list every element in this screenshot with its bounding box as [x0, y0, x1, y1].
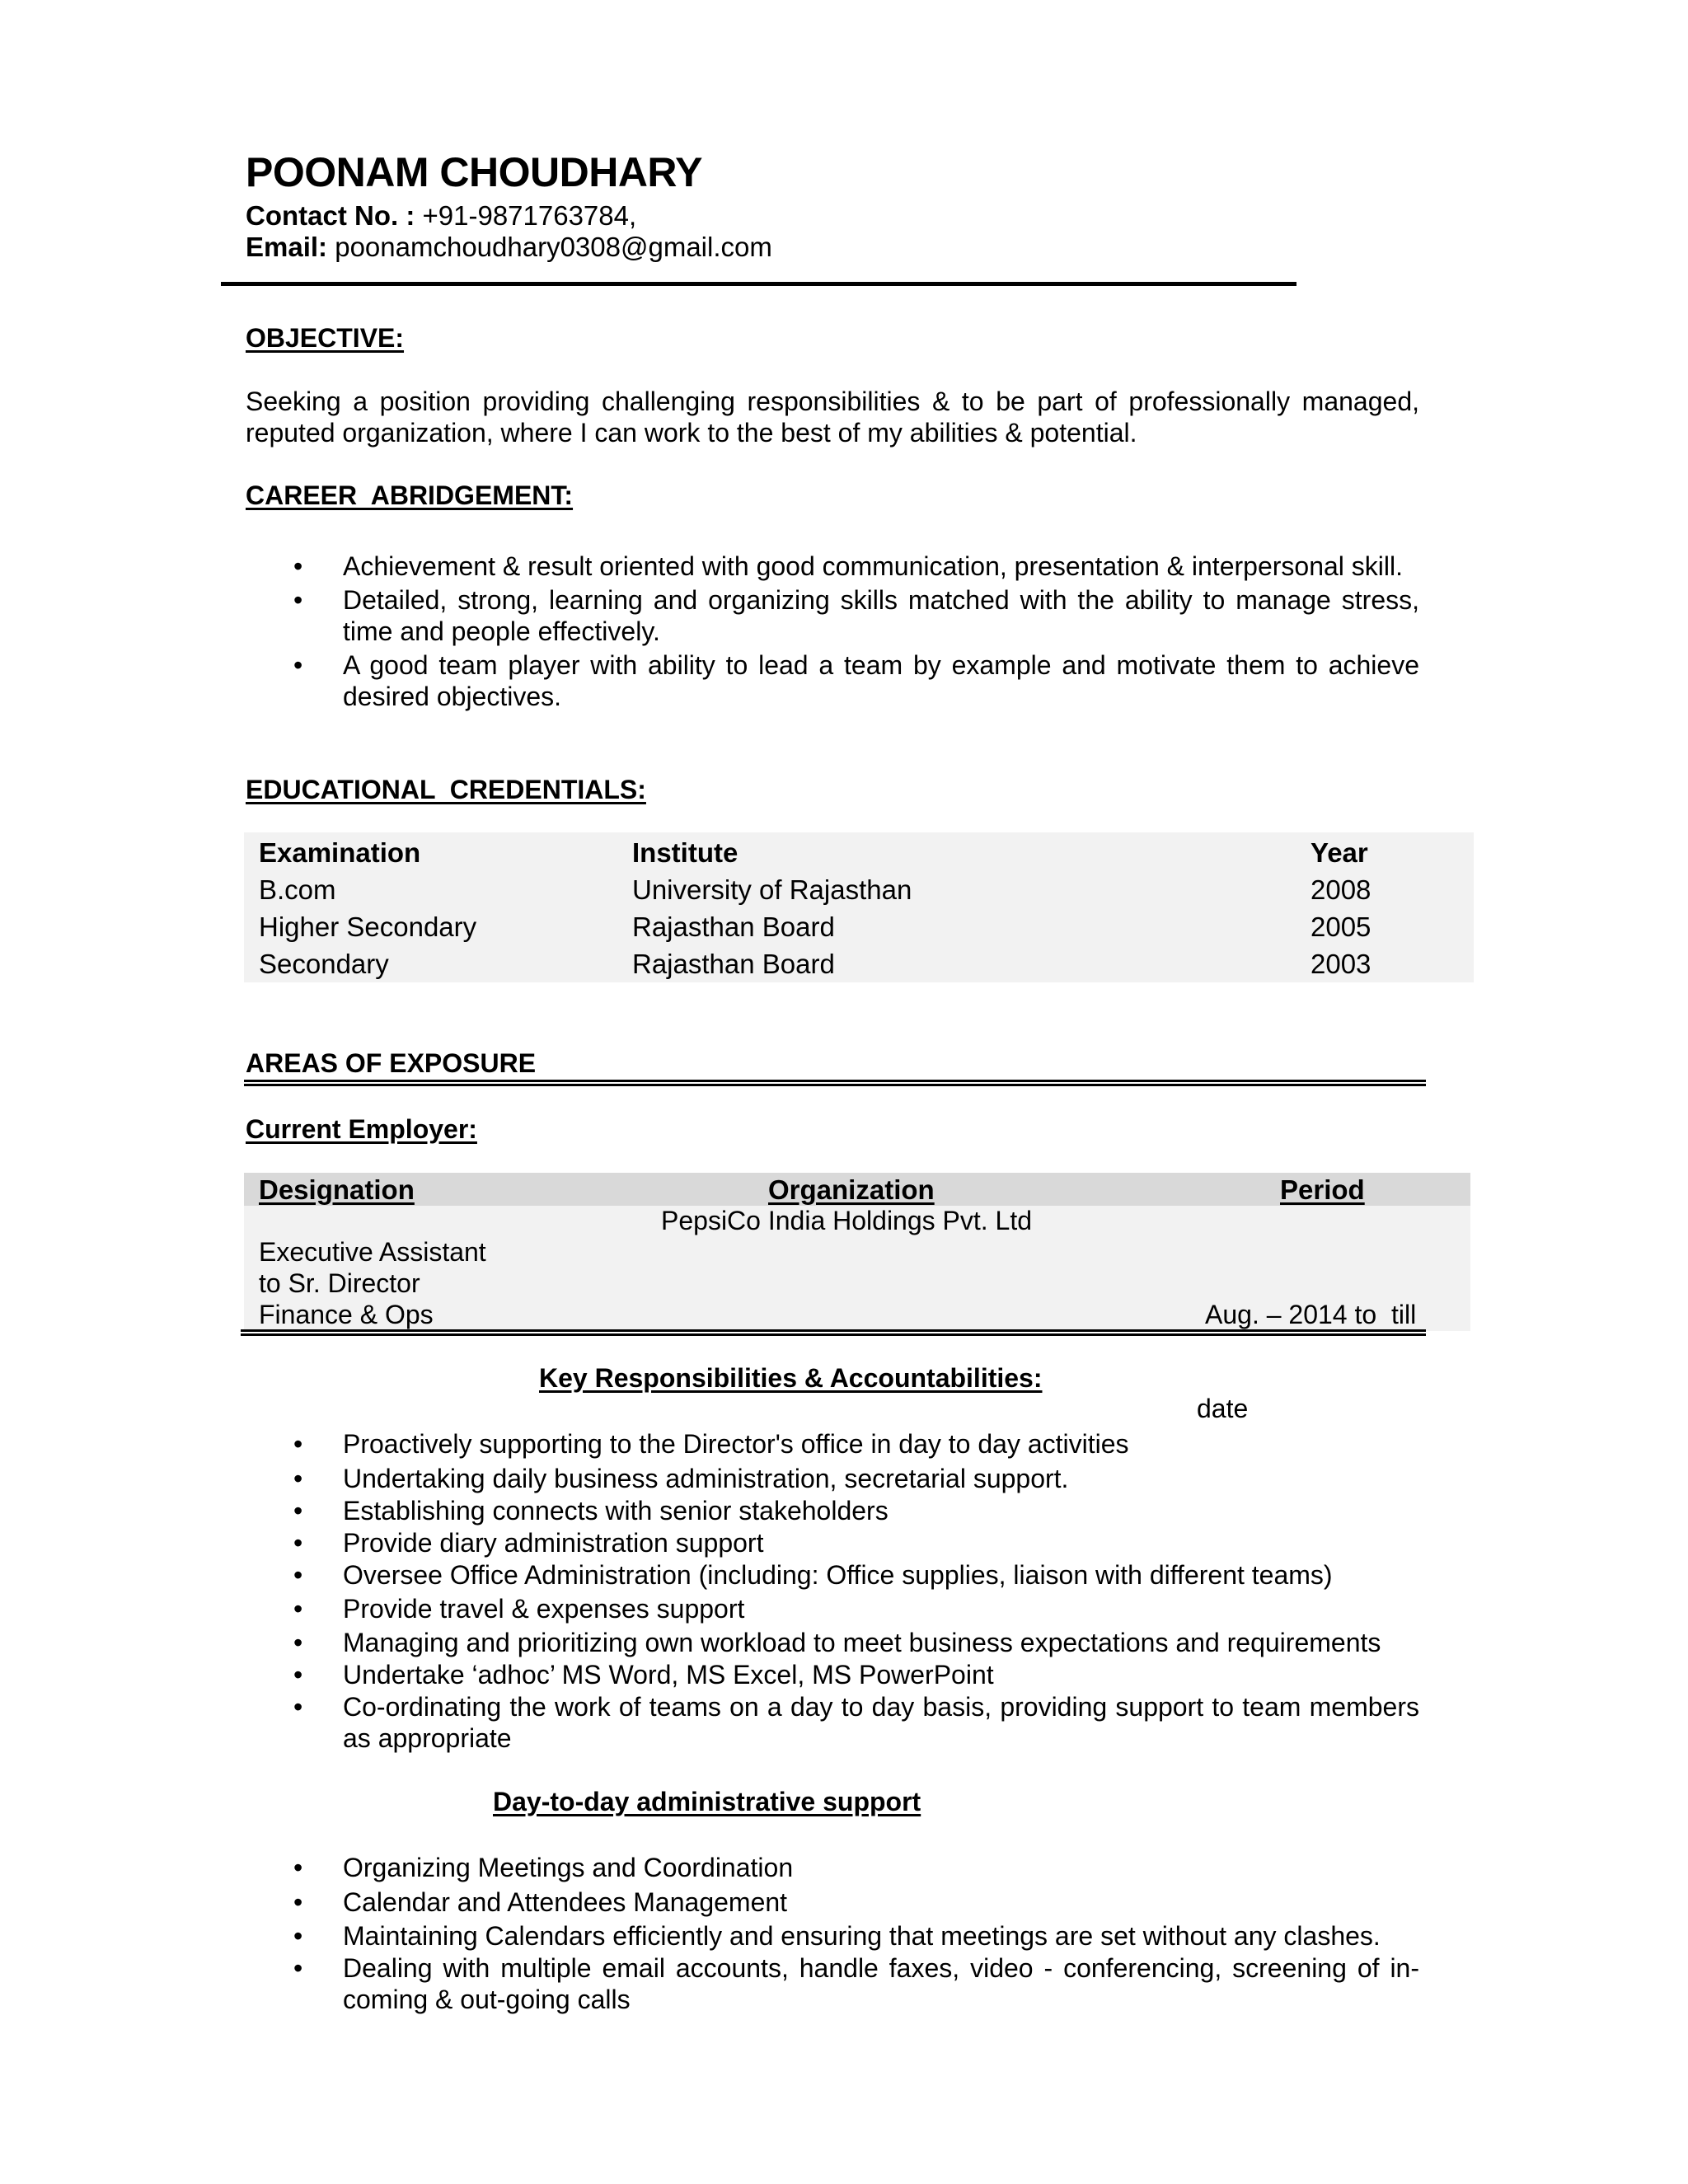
list-item: • Proactively supporting to the Director's office in day to day activities	[293, 1429, 1129, 1459]
admin-support-list	[246, 1852, 1419, 2015]
career-heading: CAREER ABRIDGEMENT:	[246, 480, 574, 510]
education-heading: EDUCATIONAL CREDENTIALS:	[246, 775, 646, 804]
contact-line	[246, 200, 772, 232]
list-item: • Oversee Office Administration (including: Office supplies, liaison with different teams)	[293, 1560, 1333, 1590]
list-item: • Provide travel & expenses support	[293, 1594, 745, 1624]
email-address[interactable]: poonamchoudhary0308@gmail.com	[327, 232, 772, 262]
list-item: • Maintaining Calendars efficiently and ensuring that meetings are set without any clashes.	[293, 1921, 1381, 1951]
current-employer-heading: Current Employer:	[246, 1114, 477, 1144]
period: Aug. – 2014 to till date	[1197, 1300, 1417, 1423]
email-label: Email:	[246, 232, 328, 262]
list-item: • Establishing connects with senior stakeholders	[293, 1496, 889, 1526]
col-institute: Institute	[632, 837, 738, 868]
admin-support-heading: Day-to-day administrative support	[493, 1787, 921, 1816]
bullet-icon: •	[293, 1921, 303, 1951]
career-list	[246, 551, 1419, 712]
list-item: • Provide diary administration support	[293, 1528, 764, 1558]
list-item: • Achievement & result oriented with good communication, presentation & interpersonal skill.	[293, 551, 1403, 581]
list-item: • Detailed, strong, learning and organizing skills matched with the ability to manage stress, time and people effectively.	[293, 585, 1419, 646]
bullet-icon: •	[293, 1528, 303, 1558]
contact-block	[246, 200, 772, 263]
bullet-icon: •	[293, 1560, 303, 1590]
responsibilities-heading: Key Responsibilities & Accountabilities:	[539, 1363, 1043, 1393]
exposure-heading: AREAS OF EXPOSURE	[246, 1048, 537, 1078]
designation: Executive Assistant to Sr. Director Finance & Ops	[259, 1237, 486, 1329]
bullet-icon: •	[293, 585, 303, 615]
bullet-icon: •	[293, 1853, 303, 1882]
list-item: • Dealing with multiple email accounts, handle faxes, video - conferencing, screening of in-coming & out-going calls	[293, 1953, 1419, 2014]
bullet-icon: •	[293, 1660, 303, 1690]
bullet-icon: •	[293, 1692, 303, 1722]
col-organization: Organization	[768, 1174, 935, 1205]
col-designation: Designation	[259, 1174, 415, 1205]
bullet-icon: •	[293, 1953, 303, 1983]
list-item: • Undertake ‘adhoc’ MS Word, MS Excel, MS PowerPoint	[293, 1660, 994, 1690]
employer-table-bottom-rule	[241, 1329, 1426, 1336]
bullet-icon: •	[293, 1496, 303, 1526]
bullet-icon: •	[293, 1628, 303, 1657]
candidate-name: POONAM CHOUDHARY	[246, 149, 703, 195]
list-item: • Managing and prioritizing own workload to meet business expectations and requirements	[293, 1628, 1381, 1657]
organization-name: PepsiCo India Holdings Pvt. Ltd	[661, 1206, 1033, 1235]
list-item: • Co-ordinating the work of teams on a day to day basis, providing support to team members as appropriate	[293, 1692, 1419, 1753]
responsibilities-list	[246, 1428, 1419, 1754]
contact-number: +91-9871763784,	[415, 200, 637, 231]
list-item: • A good team player with ability to lead a team by example and motivate them to achieve desired objectives.	[293, 650, 1419, 711]
contact-label: Contact No. :	[246, 200, 415, 231]
header-divider	[221, 282, 1296, 286]
col-examination: Examination	[259, 837, 421, 868]
email-line	[246, 232, 772, 263]
education-header-row	[0, 834, 1688, 871]
bullet-icon: •	[293, 650, 303, 680]
list-item: • Undertaking daily business administration, secretarial support.	[293, 1464, 1069, 1493]
bullet-icon: •	[293, 1887, 303, 1917]
col-year: Year	[1311, 837, 1368, 868]
table-row: B.com University of Rajasthan 2008	[259, 874, 1372, 905]
list-item: • Organizing Meetings and Coordination	[293, 1853, 794, 1882]
objective-text: Seeking a position providing challenging responsibilities & to be part of professionally managed, reputed organization, where I can work to the best of my abilities & potential.	[246, 387, 1419, 448]
bullet-icon: •	[293, 551, 303, 581]
table-row: Higher Secondary Rajasthan Board 2005	[259, 912, 1372, 942]
bullet-icon: •	[293, 1594, 303, 1624]
col-period: Period	[1280, 1174, 1365, 1205]
bullet-icon: •	[293, 1429, 303, 1459]
exposure-divider	[244, 1080, 1426, 1086]
bullet-icon: •	[293, 1464, 303, 1493]
table-row: Secondary Rajasthan Board 2003	[259, 949, 1372, 979]
list-item: • Calendar and Attendees Management	[293, 1887, 788, 1917]
objective-heading: OBJECTIVE:	[246, 323, 405, 353]
